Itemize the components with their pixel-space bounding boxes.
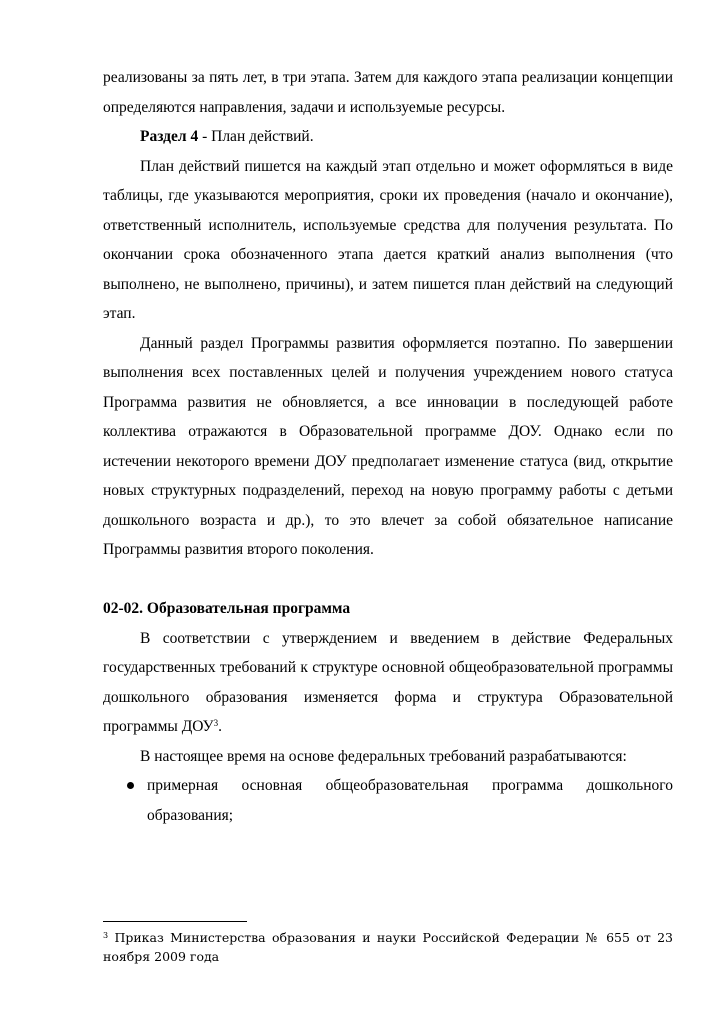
paragraph-program-stages: Данный раздел Программы развития оформляется поэтапно. По завершении выполнения всех поставленных целей и получения учреждением нового статуса Программа развития не обновляется, а все инновации в последующей работе коллектива отражаются в Образовательной программе ДОУ. Однако если по истечении некоторого времени ДОУ предполагает изменение статуса (вид, открытие новых структурных подразделений, переход на новую программу работы с детьми дошкольного возраста и др.), то это влечет за собой обязательное написание Программы развития второго поколения. [103,334,673,558]
section-4-label: Раздел 4 [140,128,199,145]
paragraph-fgt-end: . [218,718,222,735]
section-4-title: - План действий. [198,128,314,145]
footnote-reference[interactable]: 3 [213,718,219,728]
body-text [103,63,673,830]
paragraph-intro: реализованы за пять лет, в три этапа. Затем для каждого этапа реализации концепции определяются направления, задачи и используемые ресурсы. [103,69,673,116]
section-heading: 02-02. Образовательная программа [103,600,351,617]
list-item-text: примерная основная общеобразовательная программа дошкольного образования; [147,777,673,824]
bullet-list [103,771,673,830]
bullet-icon [127,782,134,789]
paragraph-section-4 [103,122,673,152]
footnote-divider [103,921,247,922]
footnote [103,928,673,966]
footnote-text: Приказ Министерства образования и науки Российской Федерации № 655 от 23 ноября 2009 года [103,930,673,964]
footnote-number: 3 [103,931,109,940]
paragraph-fgt-text: В соответствии с утверждением и введением в действие Федеральных государственных требований к структуре основной общеобразовательной программы дошкольного образования изменяется форма и структура Образовательной программы ДОУ [103,629,673,735]
paragraph-action-plan: План действий пишется на каждый этап отдельно и может оформляться в виде таблицы, где указываются мероприятия, сроки их проведения (начало и окончание), ответственный исполнитель, используемые средства для получения результата. По окончании срока обозначенного этапа дается краткий анализ выполнения (что выполнено, не выполнено, причины), и затем пишется план действий на следующий этап. [103,157,673,322]
list-item [103,771,673,830]
paragraph-fgt [103,624,673,742]
paragraph-developed: В настоящее время на основе федеральных требований разрабатываются: [140,747,627,765]
